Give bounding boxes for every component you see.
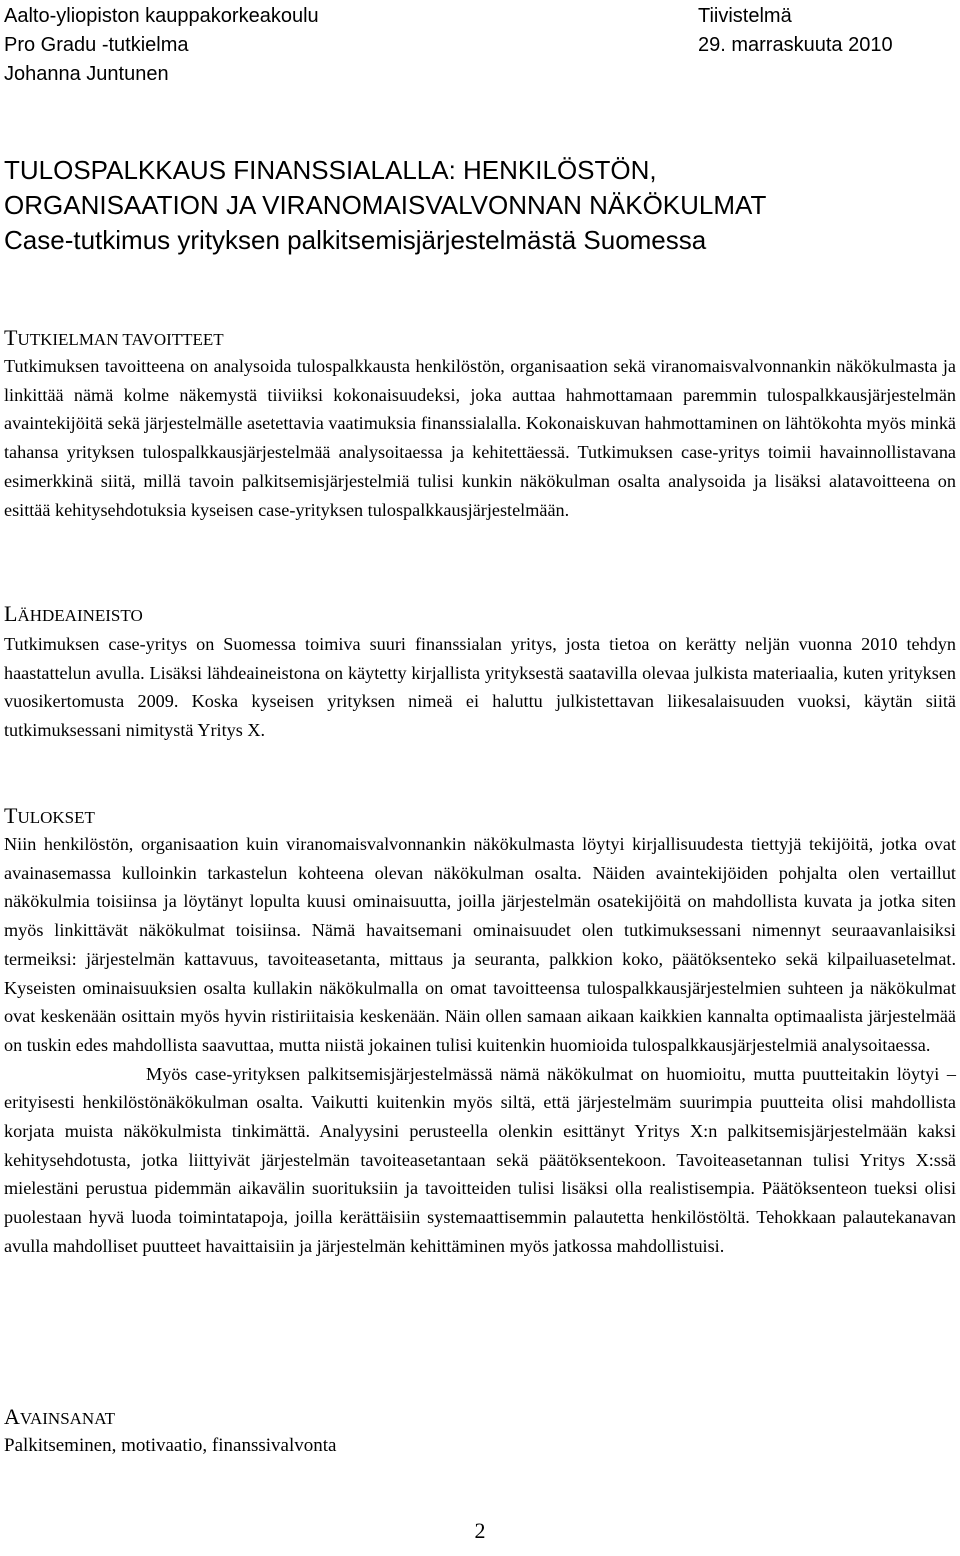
keywords-heading (4, 1404, 115, 1432)
results-paragraph-1: Niin henkilöstön, organisaation kuin viranomaisvalvonnankin näkökulmasta löytyi kirjallisuudesta tiettyjä tekijöitä, jotka ovat avainasemassa kulloinkin tarkastelun kohteena olevan näkökulman osalta. Näiden avaintekijöiden pohjalta olen vertaillut näkökulmia toisiinsa ja löytänyt lopulta kuusi ominaisuutta, joilla järjestelmän osatekijöitä on mahdollista kuvata ja jotka siten myös linkittävät näkökulmat toisiinsa. Nämä havaitsemani ominaisuudet olen tutkimuksessani nimennyt seuraavanlaisiksi termeiksi: järjestelmän kattavuus, tavoiteasetanta, mittaus ja seuranta, palkkion koko, päätöksenteko sekä kilpailuasetelmat. Kyseisten ominaisuuksien osalta kullakin näkökulmalla on omat tavoitteensa tulospalkkausjärjestelmien suhteen ja näkökulmat ovat keskenään osittain myös hyvin ristiriitaisia keskenään. Näin ollen samaan aikaan kaikkien kannalta optimaalista järjestelmää on tuskin edes mahdollista saavuttaa, mutta niistä jokainen tulisi kuitenkin huomioida tulospalkkausjärjestelmiä analysoitaessa. (4, 834, 956, 1055)
sources-paragraph: Tutkimuksen case-yritys on Suomessa toimiva suuri finanssialan yritys, josta tietoa on kerätty neljän vuonna 2010 tehdyn haastattelun avulla. Lisäksi lähdeaineistona on käytetty kirjallista yrityksestä saatavilla olevaa julkista materiaalia, kuten yrityksen vuosikertomusta 2009. Koska kyseisen yrityksen nimeä ei haluttu julkistettavan liikesalaisuuden vuoksi, käytän siitä tutkimuksessani nimitystä Yritys X. (4, 634, 956, 741)
results-section (4, 830, 956, 1261)
author-name: Johanna Juntunen (4, 63, 169, 85)
page-number: 2 (474, 1518, 486, 1543)
goals-section (4, 352, 956, 524)
results-heading-initial: T (4, 803, 18, 828)
sources-heading-initial: L (4, 601, 18, 626)
document-date: 29. marraskuuta 2010 (698, 34, 893, 56)
header-row-2 (4, 31, 956, 60)
thesis-title-block (4, 153, 766, 258)
sources-heading (4, 601, 143, 629)
sources-heading-rest: ÄHDEAINEISTO (17, 606, 143, 625)
keywords-text: Palkitseminen, motivaatio, finanssivalvonta (4, 1435, 337, 1456)
thesis-title-line-1: TULOSPALKKAUS FINANSSIALALLA: HENKILÖSTÖN, (4, 155, 657, 185)
document-header (4, 2, 956, 89)
header-row-1 (4, 2, 956, 31)
goals-heading-rest: UTKIELMAN TAVOITTEET (17, 330, 224, 349)
document-page (4, 0, 956, 1556)
goals-paragraph: Tutkimuksen tavoitteena on analysoida tulospalkkausta henkilöstön, organisaation sekä viranomaisvalvonnankin näkökulmasta ja linkittää nämä kolme näkemystä tiiviiksi kokonaisuudeksi, joka auttaa hahmottamaan paremmin tulospalkkausjärjestelmän avaintekijöitä sekä järjestelmälle asetettavia vaatimuksia finanssialalla. Kokonaiskuvan hahmottaminen on lähtökohta myös minkä tahansa yrityksen tulospalkkausjärjestelmää analysoitaessa ja kehitettäessä. Tutkimuksen case-yritys toimii havainnollistavana esimerkkinä siitä, millä tavoin palkitsemisjärjestelmiä tulisi kunkin näkökulman osalta analysoida ja lisäksi alatavoitteena on esittää kehitysehdotuksia kyseisen case-yrityksen tulospalkkausjärjestelmään. (4, 356, 956, 520)
keywords-heading-initial: A (4, 1404, 20, 1429)
document-type: Tiivistelmä (698, 5, 792, 27)
header-row-3 (4, 60, 956, 89)
program-name: Pro Gradu -tutkielma (4, 34, 189, 56)
results-heading (4, 803, 95, 831)
results-heading-rest: ULOKSET (17, 808, 95, 827)
university-name: Aalto-yliopiston kauppakorkeakoulu (4, 5, 319, 27)
results-paragraph-2: Myös case-yrityksen palkitsemisjärjestelmässä nämä näkökulmat on huomioitu, mutta puutteitakin löytyi – erityisesti henkilöstönäkökulman osalta. Vaikutti kuitenkin myös siltä, että järjestelmäm suurimpia puutteita olisi mahdollista korjata muista näkökulmista tinkimättä. Analyysini perusteella olenkin esittänyt Yritys X:n palkitsemisjärjestelmään kaksi kehitysehdotusta, jotka liittyivät järjestelmän tavoiteasetantaan sekä päätöksentekoon. Tavoiteasetannan tulisi Yritys X:ssä mielestäni perustua pidemmän aikavälin suorituksiin ja tavoitteiden tulisi lisäksi olla realistisempia. Päätöksenteon tueksi olisi puolestaan hyvä luoda toimintatapoja, joilla kerättäisiin systemaattisemmin palautetta henkilöstöltä. Tehokkaan palautekanavan avulla mahdolliset puutteet havaittaisiin ja järjestelmän kehittäminen myös jatkossa mahdollistuisi. (4, 1063, 956, 1256)
sources-section (4, 630, 956, 745)
thesis-subtitle: Case-tutkimus yrityksen palkitsemisjärjestelmästä Suomessa (4, 225, 707, 255)
goals-heading (4, 325, 224, 353)
goals-heading-initial: T (4, 325, 18, 350)
thesis-title-line-2: ORGANISAATION JA VIRANOMAISVALVONNAN NÄKÖKULMAT (4, 190, 767, 220)
keywords-heading-rest: VAINSANAT (19, 1409, 115, 1428)
